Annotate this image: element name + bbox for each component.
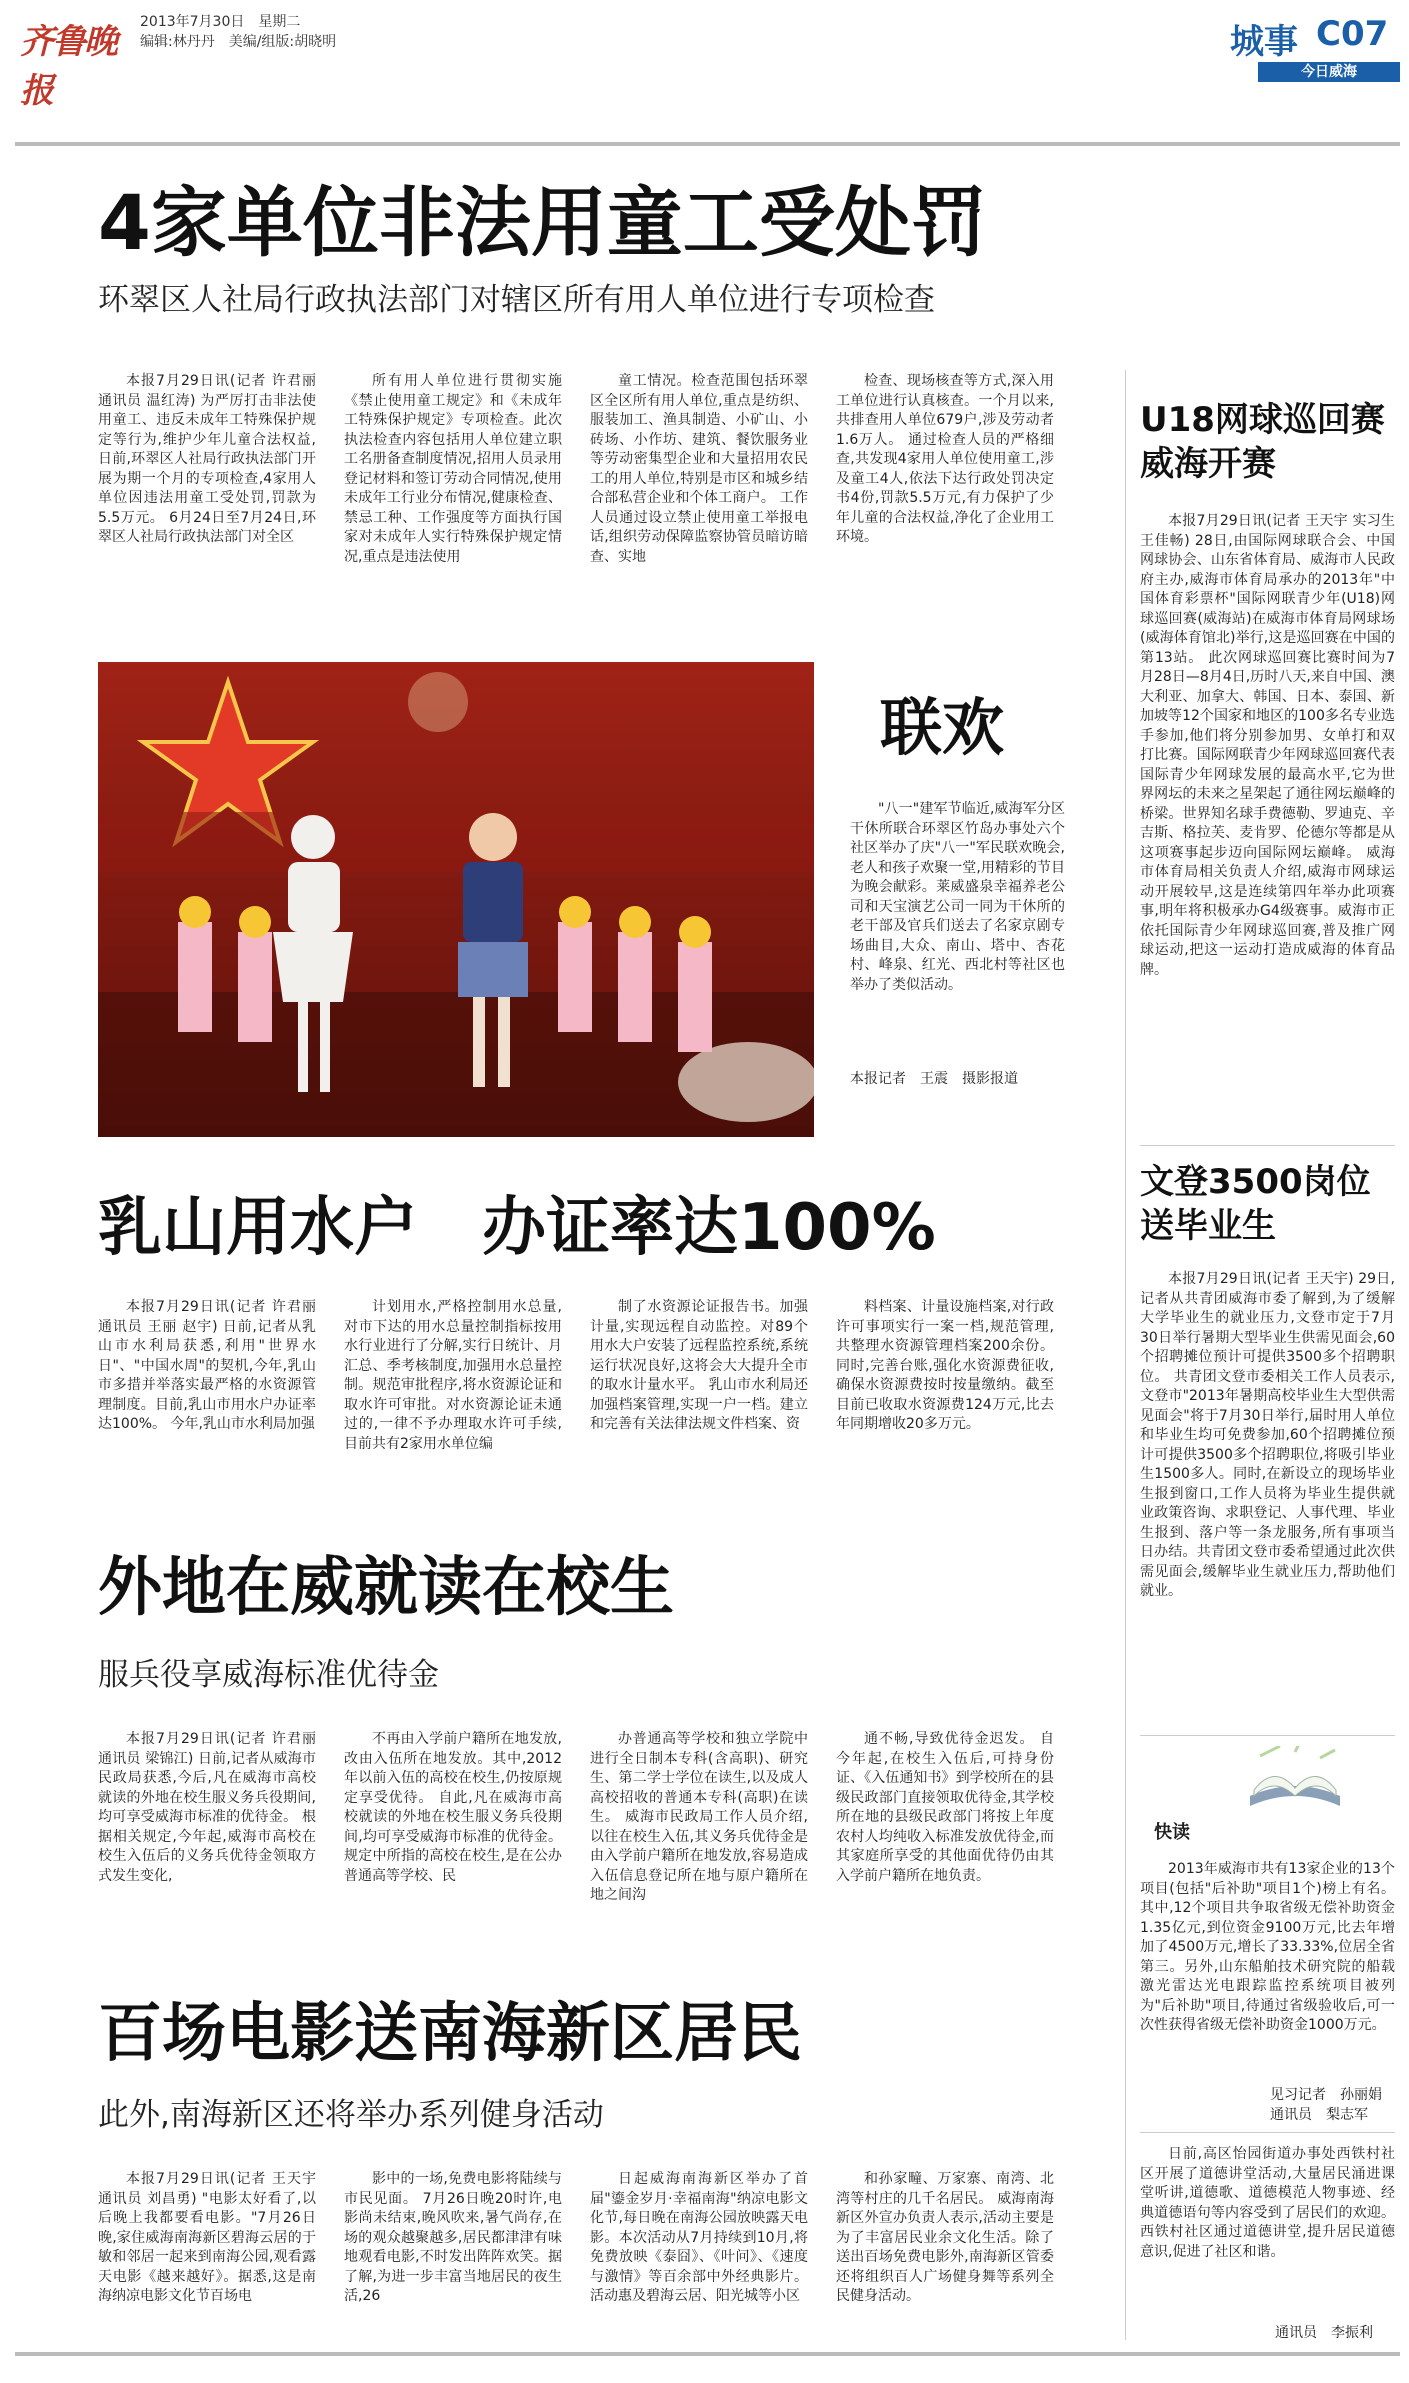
quick-read-header: [1140, 1735, 1395, 1850]
date-line: 2013年7月30日 星期二: [140, 14, 301, 30]
section-tag: [1230, 10, 1400, 62]
article1-col1: [98, 372, 316, 607]
article2-col1: [98, 1298, 316, 1518]
article4-subtitle: 此外,南海新区还将举办系列健身活动: [98, 2097, 604, 2133]
article3-subtitle: 服兵役享威海标准优待金: [98, 1657, 439, 1693]
article3-title: 外地在威就读在校生: [98, 1551, 674, 1625]
sidebar2-text: 本报7月29日讯(记者 王天宇) 29日,记者从共青团威海市委了解到,为了缓解大学毕业生的就业压力,文登市定于7月30日举行暑期大型毕业生供需见面会,60个招聘摊位预计可提供3500多个招聘职位。 共青团文登市委相关工作人员表示,文登市"2013年暑期高校毕业生大型供需见面会"将于7月30日举行,届时用人单位和毕业生均可免费参加,60个招聘摊位预计可提供3500多个招聘职位,将吸引毕业生1500多人。同时,在新设立的现场毕业生报到窗口,工作人员将为毕业生提供就业政策咨询、求职登记、人事代理、毕业生报到、落户等一条龙服务,所有事项当日办结。共青团文登市委希望通过此次供需见面会,缓解毕业生就业压力,帮助他们就业。: [1140, 1271, 1395, 1599]
section-subtitle: 今日威海: [1258, 62, 1400, 82]
top-rule: [15, 142, 1400, 146]
article4-col3: [590, 2170, 808, 2345]
sidebar2-title: 文登3500岗位送毕业生: [1140, 1162, 1371, 1246]
photo-story-text: "八一"建军节临近,威海军分区干休所联合环翠区竹岛办事处六个社区举办了庆"八一"军民联欢晚会,老人和孩子欢聚一堂,用精彩的节目为晚会献彩。莱威盛泉幸福养老公司和天宝演艺公司一同为干休所的老干部及官兵们送去了名家京剧专场曲目,大众、南山、塔中、杏花村、峰泉、红光、西北村等社区也举办了类似活动。: [850, 801, 1065, 993]
article4-col1-text: 本报7月29日讯(记者 王天宇 通讯员 刘昌勇) "电影太好看了,以后晚上我都要看电影。"7月26日晚,家住威海南海新区碧海云居的于敏和邻居一起来到南海公园,观看露天电影《越来越好》。据悉,这是南海纳凉电影文化节百场电: [98, 2171, 316, 2304]
article1-col1-text: 本报7月29日讯(记者 许君丽 通讯员 温红涛) 为严厉打击非法使用童工、违反未成年工特殊保护规定等行为,维护少年儿童合法权益,日前,环翠区人社局行政执法部门开展为期一个月的专项检查,4家用人单位因违法用童工受处罚,罚款为5.5万元。 6月24日至7月24日,环翠区人社局行政执法部门对全区: [98, 373, 316, 545]
page-number: C07: [1316, 14, 1389, 54]
article1-col3: [590, 372, 808, 607]
article2-col2-text: 计划用水,严格控制用水总量,对市下达的用水总量控制指标按用水行业进行了分解,实行日统计、月汇总、季考核制度,加强用水总量控制。规范审批程序,将水资源论证和取水许可审批。对水资源论证未通过的,一律不予办理取水许可手续,目前共有2家用水单位编: [344, 1299, 562, 1452]
article4-col1: [98, 2170, 316, 2345]
article1-col4-text: 检查、现场核查等方式,深入用工单位进行认真核查。一个月以来,共排查用人单位679户,涉及劳动者1.6万人。 通过检查人员的严格细查,共发现4家用人单位使用童工,涉及童工4人,依法下达行政处罚决定书4份,罚款5.5万元,有力保护了少年儿童的合法权益,净化了企业用工环境。: [836, 373, 1054, 545]
article3-col2: [344, 1730, 562, 1950]
photo-concert: [98, 662, 814, 1137]
quick-read-label: 快读: [1154, 1822, 1190, 1843]
article1-col3-text: 童工情况。检查范围包括环翠区全区所有用人单位,重点是纺织、服装加工、渔具制造、小矿山、小砖场、小作坊、建筑、餐饮服务业等劳动密集型企业和大量招用农民工的用人单位,特别是市区和城乡结合部私营企业和个体工商户。 工作人员通过设立禁止使用童工举报电话,组织劳动保障监察协管员暗访暗查、实地: [590, 373, 808, 565]
article2-col4: [836, 1298, 1054, 1518]
article1-col4: [836, 372, 1054, 607]
quick-read-item1: [1140, 1860, 1395, 2080]
article1-col2: [344, 372, 562, 607]
photo-credit: 本报记者 王震 摄影报道: [850, 1071, 1018, 1087]
article2-col2: [344, 1298, 562, 1518]
article3-col1-text: 本报7月29日讯(记者 许君丽 通讯员 梁锦江) 日前,记者从威海市民政局获悉,今后,凡在威海市高校就读的外地在校生服义务兵役期间,均可享受威海市标准的优待金。 根据相关规定,今年起,威海市高校在校生入伍后的义务兵优待金领取方式发生变化,: [98, 1731, 316, 1884]
bottom-rule: [15, 2352, 1400, 2356]
article4-col4-text: 和孙家疃、万家寨、南湾、北湾等村庄的几千名居民。 威海南海新区外宣办负责人表示,活动主要是为了丰富居民业余文化生活。除了送出百场免费电影外,南海新区管委还将组织百人广场健身舞等系列全民健身活动。: [836, 2171, 1054, 2304]
article3-col1: [98, 1730, 316, 1950]
article4-col2-text: 影中的一场,免费电影将陆续与市民见面。 7月26日晚20时许,电影尚未结束,晚风吹来,暑气尚存,在场的观众越聚越多,居民都津津有味地观看电影,不时发出阵阵欢笑。据了解,为进一步丰富当地居民的夜生活,26: [344, 2171, 562, 2304]
quick-read-item1-credits: [1270, 2085, 1382, 2125]
article3-col3-text: 办普通高等学校和独立学院中进行全日制本专科(含高职)、研究生、第二学士学位在读生,以及成人高校招收的普通本专科(高职)在读生。 威海市民政局工作人员介绍,以往在校生入伍,其义务兵优待金是由入学前户籍所在地发放,容易造成入伍信息登记所在地与原户籍所在地之间沟: [590, 1731, 808, 1903]
editors-line: 编辑:林丹丹 美编/组版:胡晓明: [140, 34, 337, 50]
article3-col3: [590, 1730, 808, 1950]
article4-col2: [344, 2170, 562, 2345]
sidebar2-body: [1140, 1270, 1395, 1700]
article3-col4-text: 通不畅,导致优待金迟发。 自今年起,在校生入伍后,可持身份证、《入伍通知书》到学校所在的县级民政部门直接领取优待金,其学校所在地的县级民政部门将按上年度农村人均纯收入标准发放优待金,而其家庭所享受的其他面优待仍由其入学前户籍所在地负责。: [836, 1731, 1054, 1884]
quick-read-rule: [1140, 2132, 1395, 2133]
section-name: 城事: [1230, 22, 1298, 62]
newspaper-logo: 齐鲁晚报: [20, 22, 116, 111]
article2-col3-text: 制了水资源论证报告书。加强计量,实现远程自动监控。对89个用水大户安装了远程监控系统,系统运行状况良好,这将会大大提升全市的取水计量水平。 乳山市水利局还加强档案管理,实现一户一档。建立和完善有关法律法规文件档案、资: [590, 1299, 808, 1432]
book-icon: [1240, 1746, 1350, 1816]
article2-col3: [590, 1298, 808, 1518]
photo-story-body: [850, 800, 1065, 1040]
article1-col2-text: 所有用人单位进行贯彻实施《禁止使用童工规定》和《未成年工特殊保护规定》专项检查。此次执法检查内容包括用人单位建立职工名册备查制度情况,招用人员录用登记材料和签订劳动合同情况,使用未成年工行业分布情况,健康检查、禁忌工种、工作强度等方面执行国家对未成年人实行特殊保护规定情况,重点是违法使用: [344, 373, 562, 565]
article4-col4: [836, 2170, 1054, 2345]
sidebar-divider: [1125, 370, 1126, 2340]
sidebar1-body: [1140, 512, 1395, 1112]
article4-title: 百场电影送南海新区居民: [98, 1997, 802, 2071]
sidebar1-text: 本报7月29日讯(记者 王天宇 实习生 王佳畅) 28日,由国际网球联合会、中国网球协会、山东省体育局、威海市人民政府主办,威海市体育局承办的2013年"中国体育彩票杯"国际网联青少年(U18)网球巡回赛(威海站)在威海市体育局网球场(威海体育馆北)举行,这是巡回赛在中国的第13站。 此次网球巡回赛比赛时间为7月28日—8月4日,历时八天,来自中国、澳大利亚、加拿大、韩国、日本、泰国、新加坡等12个国家和地区的100多名专业选手参加,他们将分别参加男、女单打和双打比赛。国际网联青少年网球巡回赛代表国际青少年网球发展的最高水平,它为世界网坛的未来之星架起了通往网坛巅峰的桥梁。世界知名球手费德勒、罗迪克、辛吉斯、格拉芙、麦肯罗、伦德尔等都是从这项赛事起步迈向国际网坛巅峰。 威海市体育局相关负责人介绍,威海市网球运动开展较早,这是连续第四年举办此项赛事,明年将积极承办G4级赛事。威海市正依托国际青少年网球巡回赛,普及推广网球运动,把这一运动打造成威海的体育品牌。: [1140, 513, 1395, 978]
article3-col2-text: 不再由入学前户籍所在地发放,改由入伍所在地发放。其中,2012年以前入伍的高校在校生,仍按原规定享受优待。 自此,凡在威海市高校就读的外地在校生服义务兵役期间,均可享受威海市标准的优待金。 规定中所指的高校在校生,是在公办普通高等学校、民: [344, 1731, 562, 1884]
photo-story-title: 联欢: [880, 691, 1005, 764]
article2-title: 乳山用水户 办证率达100%: [98, 1191, 936, 1265]
quick-read-item2-credit: 通讯员 李振利: [1275, 2325, 1373, 2341]
sidebar-rule-1: [1140, 1145, 1395, 1146]
article1-title: 4家单位非法用童工受处罚: [98, 178, 987, 267]
photo-illustration: [98, 662, 814, 1137]
article4-col3-text: 日起威海南海新区举办了首届"鎏金岁月·幸福南海"纳凉电影文化节,每日晚在南海公园放映露天电影。本次活动从7月持续到10月,将免费放映《泰囧》、《叶问》、《速度与激情》等百余部中外经典影片。活动惠及碧海云居、阳光城等小区: [590, 2171, 808, 2304]
sidebar1-title: U18网球巡回赛威海开赛: [1140, 400, 1385, 484]
quick-read-item2: [1140, 2145, 1395, 2315]
article2-col1-text: 本报7月29日讯(记者 许君丽 通讯员 王丽 赵宇) 日前,记者从乳山市水利局获悉,利用"世界水日"、"中国水周"的契机,今年,乳山市多措并举落实最严格的水资源管理制度。目前,乳山市用水户办证率达100%。 今年,乳山市水利局加强: [98, 1299, 316, 1432]
quick-read-item2-text: 日前,高区怡园街道办事处西铁村社区开展了道德讲堂活动,大量居民涌进课堂听讲,道德歌、道德模范人物事迹、经典道德语句等内容受到了居民们的欢迎。西铁村社区通过道德讲堂,提升居民道德意识,促进了社区和谐。: [1140, 2146, 1395, 2260]
article1-subtitle: 环翠区人社局行政执法部门对辖区所有用人单位进行专项检查: [98, 282, 935, 318]
article3-col4: [836, 1730, 1054, 1950]
masthead-meta: [140, 12, 336, 52]
quick-read-item1-text: 2013年威海市共有13家企业的13个项目(包括"后补助"项目1个)榜上有名。其中,12个项目共争取省级无偿补助资金1.35亿元,到位资金9100万元,比去年增加了4500万元,增长了33.33%,位居全省第三。另外,山东船舶技术研究院的船载激光雷达光电跟踪监控系统项目被列为"后补助"项目,待通过省级验收后,可一次性获得省级无偿补助资金1000万元。: [1140, 1861, 1395, 2033]
quick-read-item1-credit2: 通讯员 梨志军: [1270, 2107, 1368, 2123]
quick-read-item1-credit1: 见习记者 孙丽娟: [1270, 2087, 1382, 2103]
article2-col4-text: 料档案、计量设施档案,对行政许可事项实行一案一档,规范管理,共整理水资源管理档案200余份。 同时,完善台账,强化水资源费征收,确保水资源费按时按量缴纳。截至目前已收取水资源费124万元,比去年同期增收20多万元。: [836, 1299, 1054, 1432]
